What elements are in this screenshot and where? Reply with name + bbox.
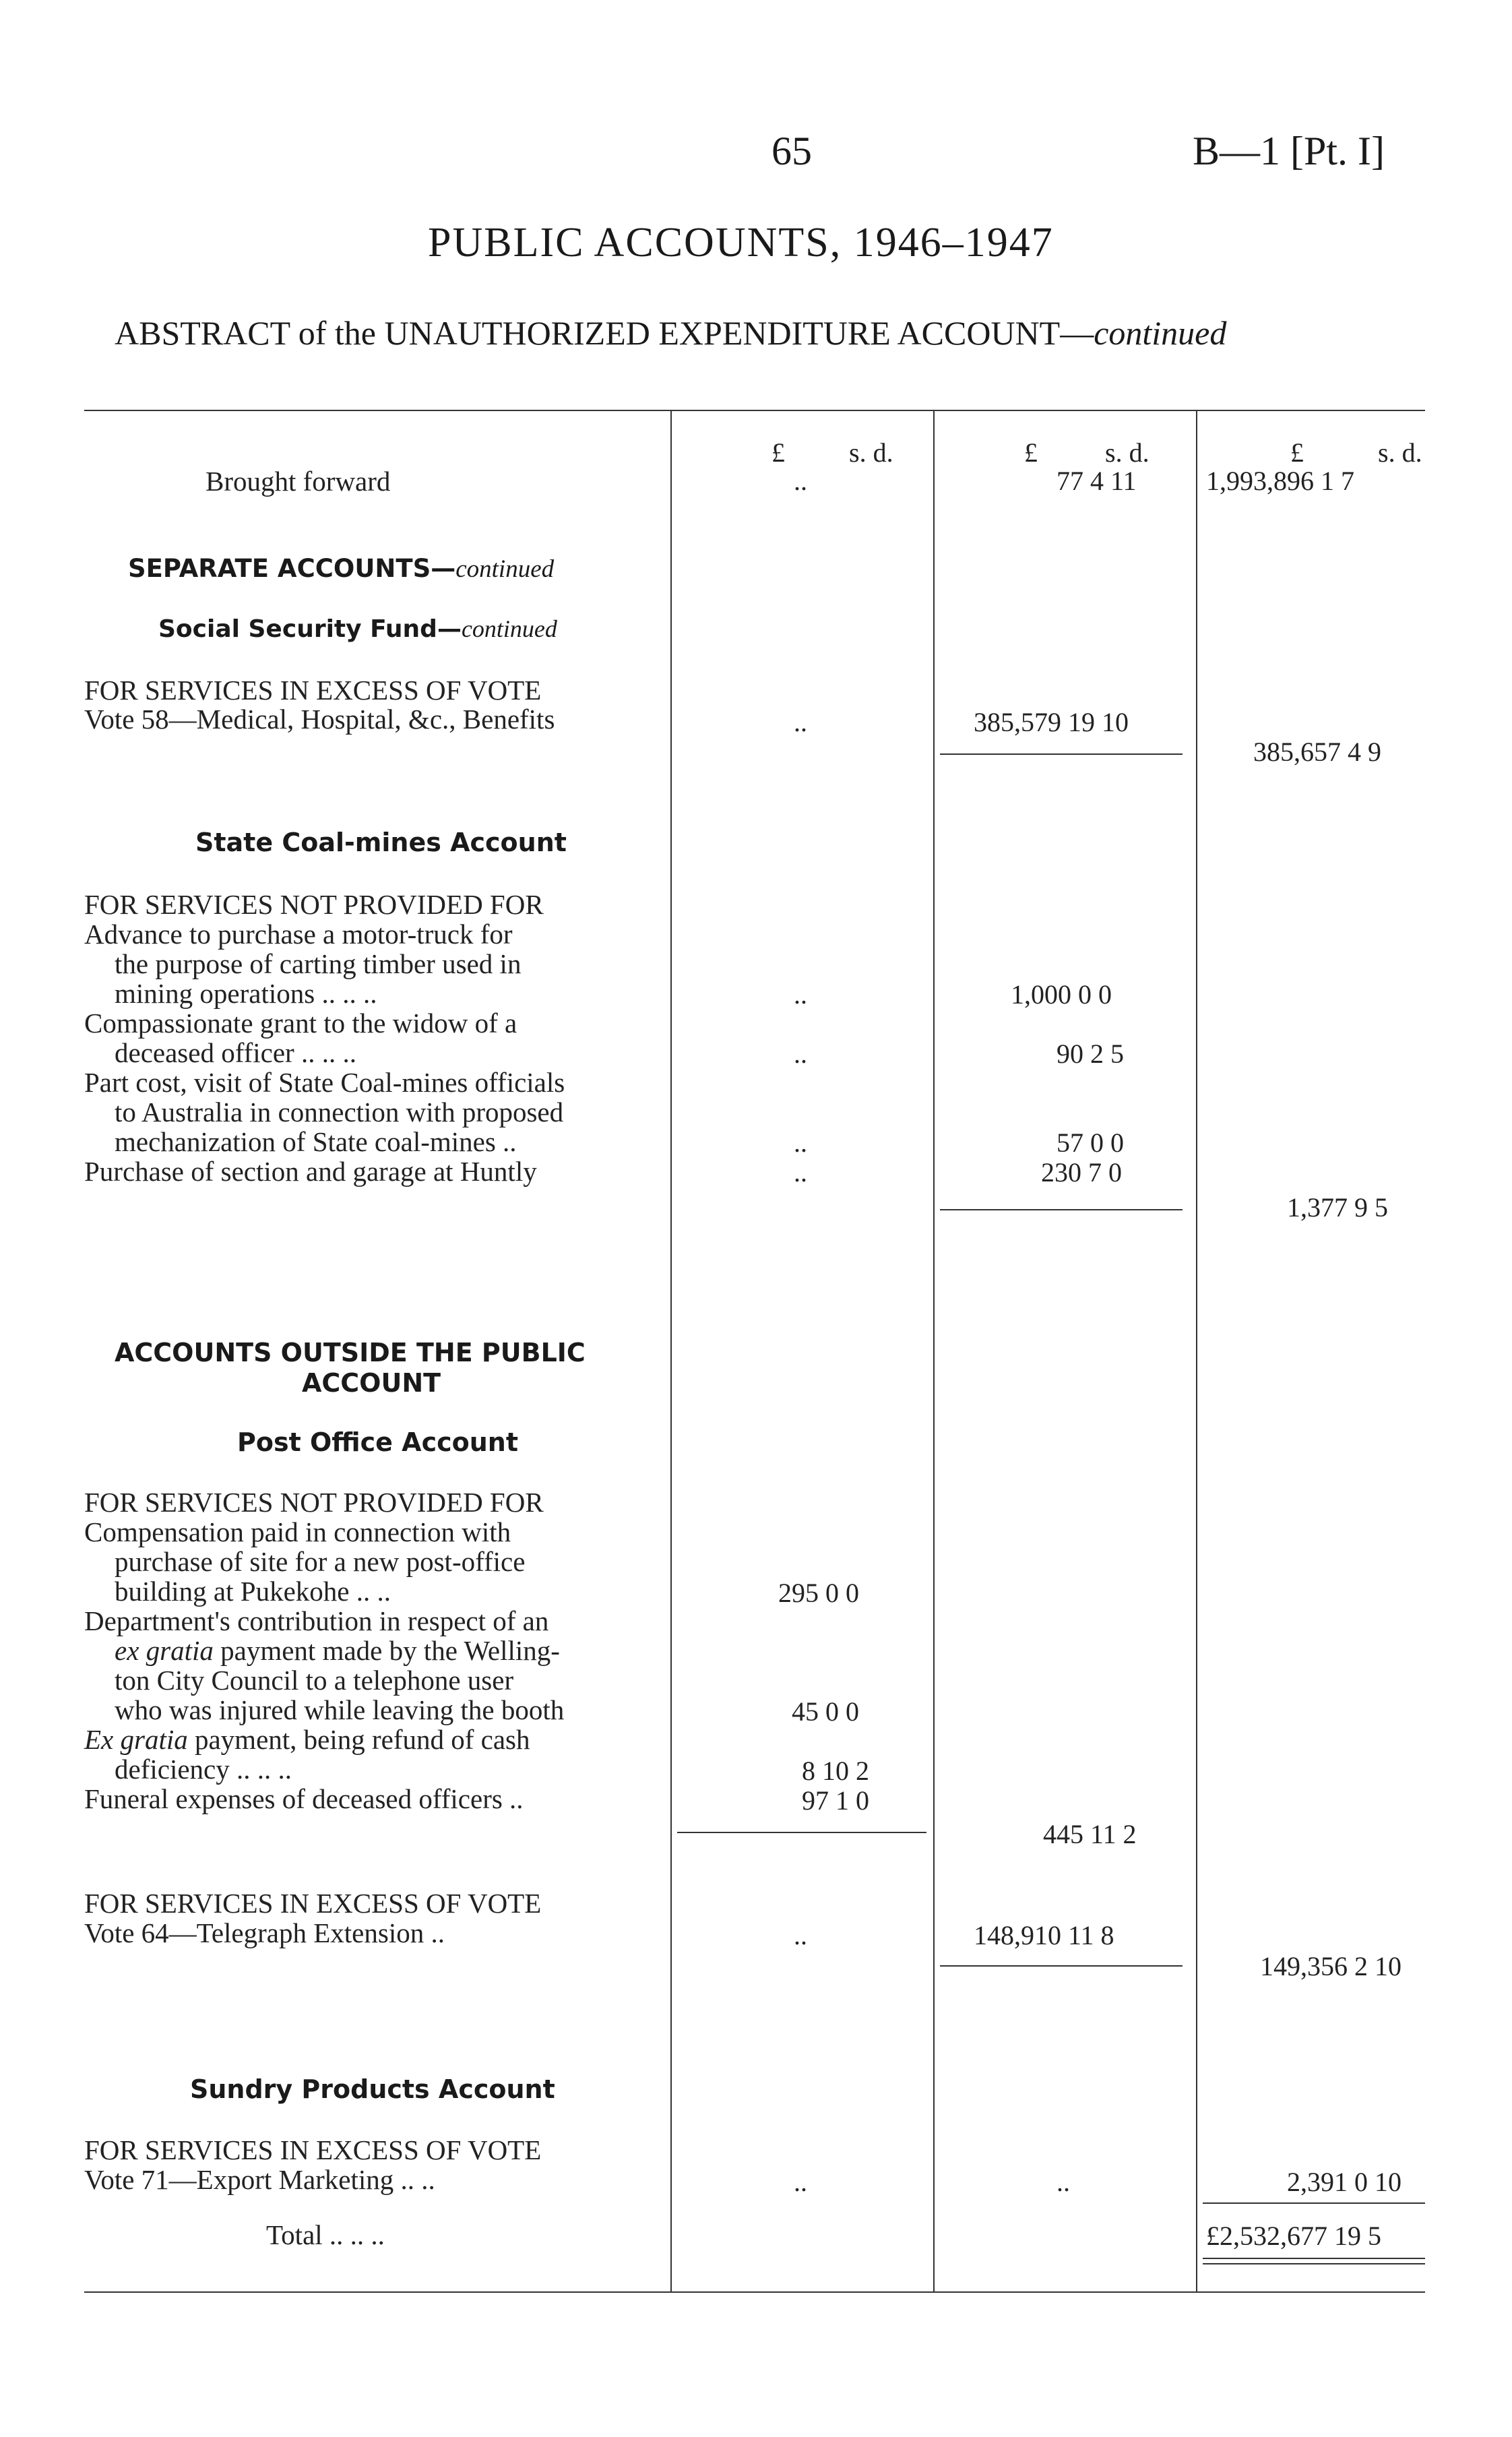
vote-58-c1: .. [794, 707, 807, 737]
post-item3-italic: Ex gratia [84, 1724, 188, 1755]
post-item1-line3: building at Pukekohe .. .. [115, 1576, 391, 1607]
coal-item2-c2: 90 2 5 [1057, 1039, 1124, 1069]
col1-sd-header: s. d. [849, 437, 893, 468]
doc-reference: B—1 [Pt. I] [1193, 129, 1385, 173]
social-security-heading [158, 615, 557, 643]
post-item2-line2-text: payment made by the Welling- [220, 1635, 560, 1666]
total-upper-rule [1203, 2202, 1425, 2204]
coal-item2-c1: .. [794, 1039, 807, 1069]
vote-58-subtotal-rule [940, 753, 1183, 755]
social-excess-heading: FOR SERVICES IN EXCESS OF VOTE [84, 675, 542, 706]
coal-item1-c2: 1,000 0 0 [1011, 979, 1112, 1010]
col1-pound-header: £ [771, 437, 785, 468]
post-item2-italic: ex gratia [115, 1635, 214, 1666]
separate-accounts-heading-cont: continued [455, 555, 555, 583]
post-item2-line1: Department's contribution in respect of an [84, 1605, 549, 1636]
post-item2-line2 [115, 1634, 560, 1667]
vote-58-c2: 385,579 19 10 [974, 707, 1129, 737]
vote-64-c2: 148,910 11 8 [974, 1920, 1114, 1950]
total-lower-rule-1 [1203, 2258, 1425, 2259]
col3-pound-header: £ [1290, 437, 1304, 468]
table-end-rule [84, 2291, 1425, 2293]
total-label: Total .. .. .. [266, 2219, 385, 2250]
page-title: PUBLIC ACCOUNTS, 1946–1947 [428, 220, 1054, 266]
coal-item4-c1: .. [794, 1157, 807, 1187]
vote-64-subtotal-rule [940, 1965, 1183, 1967]
vote-71-c1: .. [794, 2167, 807, 2197]
abstract-heading [115, 313, 1226, 352]
post-office-heading: Post Office Account [237, 1427, 519, 1457]
vote-64-label: Vote 64—Telegraph Extension .. [84, 1917, 445, 1948]
brought-forward-c2: 77 4 11 [1057, 466, 1137, 496]
outside-heading-line2: ACCOUNT [302, 1368, 441, 1398]
post-item2-line4: who was injured while leaving the booth [115, 1694, 565, 1725]
vote-64-c1: .. [794, 1920, 807, 1950]
coal-item3-c2: 57 0 0 [1057, 1128, 1124, 1158]
post-item3-line1-text: payment, being refund of cash [194, 1724, 530, 1755]
post-item1-line2: purchase of site for a new post-office [115, 1546, 526, 1577]
total-lower-rule-2 [1203, 2263, 1425, 2264]
post-np-subtotal-rule [677, 1832, 926, 1833]
coal-item2-line2: deceased officer .. .. .. [115, 1037, 356, 1068]
table-top-rule [84, 410, 1425, 411]
post-item3-c1: 8 10 2 [802, 1756, 869, 1786]
post-not-provided-heading: FOR SERVICES NOT PROVIDED FOR [84, 1487, 544, 1518]
vote-58-label: Vote 58—Medical, Hospital, &c., Benefits [84, 704, 555, 735]
coal-item2-line1: Compassionate grant to the widow of a [84, 1008, 517, 1039]
grand-total: £2,532,677 19 5 [1206, 2221, 1381, 2251]
sundry-excess-heading: FOR SERVICES IN EXCESS OF VOTE [84, 2134, 542, 2165]
coal-item3-line1: Part cost, visit of State Coal-mines officials [84, 1067, 565, 1098]
post-item4-label: Funeral expenses of deceased officers .. [84, 1783, 524, 1814]
post-item1-c1: 295 0 0 [778, 1578, 859, 1608]
coal-mines-total: 1,377 9 5 [1287, 1192, 1388, 1223]
coal-not-provided-heading: FOR SERVICES NOT PROVIDED FOR [84, 889, 544, 920]
coal-item3-line3: mechanization of State coal-mines .. [115, 1126, 517, 1157]
separate-accounts-heading [128, 554, 554, 584]
social-security-total: 385,657 4 9 [1253, 737, 1381, 767]
coal-item4-c2: 230 7 0 [1041, 1157, 1122, 1187]
brought-forward-label: Brought forward [206, 466, 391, 497]
post-item1-line1: Compensation paid in connection with [84, 1516, 511, 1547]
coal-item1-line1: Advance to purchase a motor-truck for [84, 919, 513, 950]
vote-71-label: Vote 71—Export Marketing .. .. [84, 2164, 435, 2195]
coal-mines-heading: State Coal-mines Account [195, 828, 567, 857]
sundry-products-heading: Sundry Products Account [190, 2074, 555, 2104]
col2-pound-header: £ [1024, 437, 1038, 468]
separate-accounts-heading-text: SEPARATE ACCOUNTS— [128, 554, 456, 583]
abstract-heading-continued: continued [1094, 314, 1227, 352]
brought-forward-c3: 1,993,896 1 7 [1206, 466, 1354, 496]
outside-heading-line1: ACCOUNTS OUTSIDE THE PUBLIC [115, 1338, 586, 1367]
coal-item3-line2: to Australia in connection with proposed [115, 1097, 564, 1128]
coal-item1-line3: mining operations .. .. .. [115, 978, 377, 1009]
post-item2-line3: ton City Council to a telephone user [115, 1665, 514, 1696]
post-np-total: 445 11 2 [1043, 1819, 1137, 1849]
col2-sd-header: s. d. [1105, 437, 1149, 468]
social-security-heading-cont: continued [461, 615, 557, 642]
col-divider-3 [1196, 410, 1197, 2291]
coal-item1-line2: the purpose of carting timber used in [115, 948, 522, 979]
social-security-heading-text: Social Security Fund— [158, 615, 462, 643]
page-number: 65 [771, 129, 812, 173]
abstract-heading-main: ABSTRACT of the UNAUTHORIZED EXPENDITURE ACCOUNT— [115, 314, 1094, 352]
col-divider-1 [670, 410, 672, 2291]
coal-subtotal-rule [940, 1209, 1183, 1210]
brought-forward-c1: .. [794, 466, 807, 496]
coal-item1-c1: .. [794, 979, 807, 1010]
post-office-total: 149,356 2 10 [1260, 1951, 1401, 1981]
vote-71-c3: 2,391 0 10 [1287, 2167, 1401, 2197]
post-item2-c1: 45 0 0 [792, 1696, 859, 1727]
col-divider-2 [933, 410, 935, 2291]
col3-sd-header: s. d. [1378, 437, 1422, 468]
vote-71-c2: .. [1057, 2167, 1070, 2197]
post-item3-line2: deficiency .. .. .. [115, 1754, 292, 1785]
post-item3-line1 [84, 1723, 530, 1756]
coal-item3-c1: .. [794, 1128, 807, 1158]
post-item4-c1: 97 1 0 [802, 1785, 869, 1816]
post-excess-heading: FOR SERVICES IN EXCESS OF VOTE [84, 1888, 542, 1919]
coal-item4-label: Purchase of section and garage at Huntly [84, 1156, 537, 1187]
